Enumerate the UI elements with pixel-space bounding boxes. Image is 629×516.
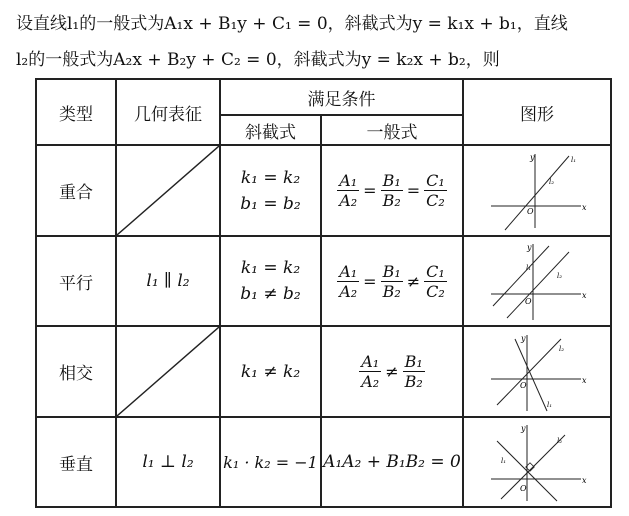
diagonal-slash [117, 146, 219, 235]
table-row [36, 326, 611, 417]
svg-text:x: x [582, 291, 587, 300]
svg-text:l₂: l₂ [559, 344, 565, 353]
svg-text:l₂: l₂ [549, 177, 555, 186]
slope-condition-intersect: k₁ ≠ k₂ [220, 326, 321, 417]
row-label-parallel: 平行 [36, 236, 116, 326]
svg-text:O: O [520, 484, 527, 493]
svg-text:y: y [521, 424, 526, 433]
row-label-perpendicular: 垂直 [36, 417, 116, 507]
geo-parallel: l₁ ∥ l₂ [116, 236, 220, 326]
svg-text:l₁: l₁ [547, 400, 553, 409]
geo-perpendicular: l₁ ⊥ l₂ [116, 417, 220, 507]
fraction: $\frac{\text{B₁}}{\text{B₂}}$ [382, 261, 401, 301]
table-row [36, 236, 611, 326]
intersect-graph [487, 331, 587, 413]
svg-text:y: y [530, 152, 535, 162]
svg-text:y: y [527, 243, 532, 252]
fraction: $\frac{\text{A₁}}{\text{A₂}}$ [339, 261, 358, 301]
header-type: 类型 [36, 79, 116, 145]
slope-condition-parallel [220, 236, 321, 326]
figure-intersect [463, 326, 611, 417]
fraction: $\frac{\text{B₁}}{\text{B₂}}$ [382, 171, 401, 210]
table-row [36, 145, 611, 236]
header-figure: 图形 [463, 79, 611, 145]
general-condition-coincide: $\frac{\text{A₁}}{\text{A₂}}$ = $\frac{\text{B₁}}{\text{B₂}}$ = $\frac{\text{C₁}}{\text{C₂}}$ [321, 145, 463, 236]
general-condition-intersect: $\frac{\text{A₁}}{\text{A₂}}$ ≠ $\frac{\text{B₁}}{\text{B₂}}$ [321, 326, 463, 417]
general-condition-parallel: $\frac{\text{A₁}}{\text{A₂}}$ = $\frac{\text{B₁}}{\text{B₂}}$ ≠ $\frac{\text{C₁}}{\text{C₂}}$ [321, 236, 463, 326]
header-condition: 满足条件 [220, 79, 463, 115]
intro-line-1: 设直线l₁的一般式为A₁x + B₁y + C₁ = 0，斜截式为y = k₁x + b₁，直线 [16, 14, 568, 34]
header-general-form: 一般式 [321, 115, 463, 145]
intro-line-2: l₂的一般式为A₂x + B₂y + C₂ = 0，斜截式为y = k₂x + b₂，则 [16, 50, 500, 70]
svg-text:x: x [582, 202, 587, 212]
intro-text [16, 6, 621, 78]
svg-text:y: y [521, 333, 526, 343]
svg-text:O: O [525, 297, 532, 306]
parallel-graph [487, 240, 587, 322]
table-row [36, 417, 611, 507]
figure-perpendicular [463, 417, 611, 507]
fraction: $\frac{\text{C₁}}{\text{C₂}}$ [426, 171, 445, 210]
header-slope-form: 斜截式 [220, 115, 321, 145]
header-geo: 几何表征 [116, 79, 220, 145]
figure-parallel [463, 236, 611, 326]
row-label-coincide: 重合 [36, 145, 116, 236]
svg-text:l₁: l₁ [571, 155, 577, 164]
svg-text:l₁: l₁ [526, 264, 532, 272]
fraction: $\frac{\text{A₁}}{\text{A₂}}$ [361, 352, 380, 391]
svg-text:O: O [520, 380, 527, 390]
coincide-graph [487, 150, 587, 232]
fraction: $\frac{\text{B₁}}{\text{B₂}}$ [404, 352, 423, 391]
svg-text:O: O [527, 206, 534, 216]
svg-text:l₂: l₂ [557, 437, 563, 445]
general-condition-perpendicular: A₁A₂ + B₁B₂ = 0 [321, 417, 463, 507]
diagonal-slash [117, 327, 219, 416]
line-relation-table [35, 78, 612, 508]
svg-text:l₁: l₁ [501, 457, 507, 465]
perpendicular-graph [487, 421, 587, 503]
slope-eq-2: b₁ = b₂ [240, 193, 301, 214]
svg-text:x: x [582, 375, 587, 385]
svg-text:x: x [582, 476, 587, 485]
slope-eq-1: k₁ = k₂ [240, 167, 301, 188]
slope-eq-2: b₁ ≠ b₂ [240, 284, 301, 304]
fraction: $\frac{\text{C₁}}{\text{C₂}}$ [426, 261, 445, 301]
slope-condition-coincide [220, 145, 321, 236]
slope-condition-perpendicular: k₁ · k₂ = −1 [220, 417, 321, 507]
fraction: $\frac{\text{A₁}}{\text{A₂}}$ [339, 171, 358, 210]
slope-eq-1: k₁ = k₂ [240, 258, 301, 278]
geo-empty-cell [116, 326, 220, 417]
figure-coincide [463, 145, 611, 236]
geo-empty-cell [116, 145, 220, 236]
svg-text:l₂: l₂ [557, 272, 563, 280]
row-label-intersect: 相交 [36, 326, 116, 417]
